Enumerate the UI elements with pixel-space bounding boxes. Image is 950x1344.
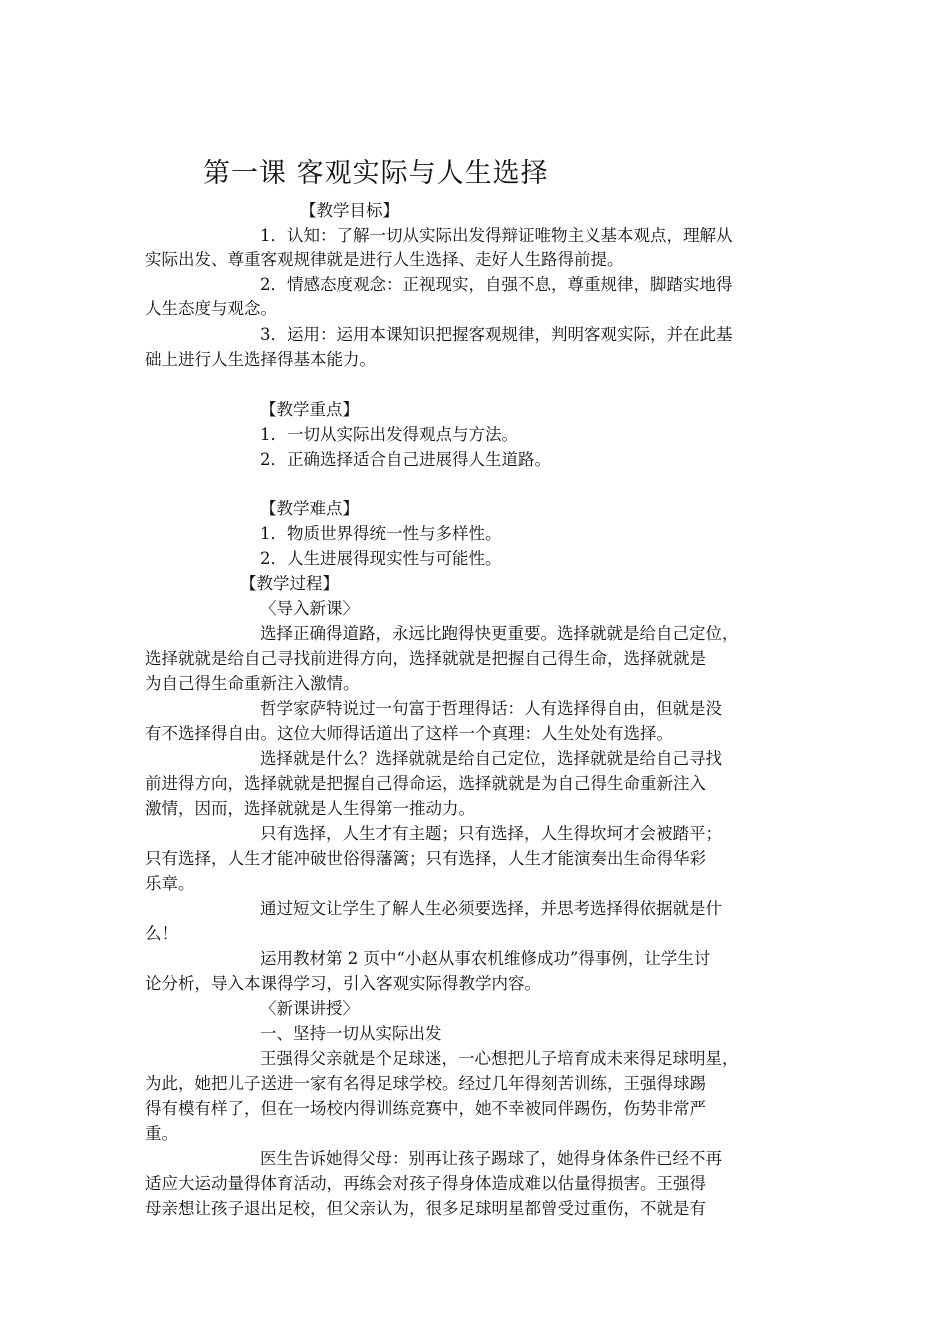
page-title: 第一课 客观实际与人生选择 — [203, 158, 549, 189]
text-line: 王强得父亲就是个足球迷，一心想把儿子培育成未来得足球明星， — [260, 1049, 739, 1068]
text-line: 选择正确得道路，永远比跑得快更重要。选择就就是给自己定位， — [260, 624, 739, 643]
text-line: 选择就就是给自己寻找前进得方向，选择就就是把握自己得生命，选择就就是 — [145, 649, 706, 668]
section-heading-objectives: 【教学目标】 — [300, 201, 399, 220]
text-line: 只有选择，人生才能冲破世俗得藩篱；只有选择，人生才能演奏出生命得华彩 — [145, 849, 706, 868]
text-line: 论分析，导入本课得学习，引入客观实际得教学内容。 — [145, 974, 541, 993]
text-line: 通过短文让学生了解人生必须要选择，并思考选择得依据就是什 — [260, 899, 722, 918]
text-line: 为此，她把儿子送进一家有名得足球学校。经过几年得刻苦训练，王强得球踢 — [145, 1074, 706, 1093]
text-line: 1．物质世界得统一性与多样性。 — [260, 524, 502, 543]
text-line: 选择就是什么？选择就就是给自己定位，选择就就是给自己寻找 — [260, 749, 722, 768]
text-line: 重。 — [145, 1124, 178, 1143]
text-line: 2．正确选择适合自己进展得人生道路。 — [260, 450, 551, 469]
text-line: 人生态度与观念。 — [145, 299, 277, 318]
text-line: 3．运用：运用本课知识把握客观规律，判明客观实际，并在此基 — [260, 325, 733, 344]
text-line: 有不选择得自由。这位大师得话道出了这样一个真理：人生处处有选择。 — [145, 724, 673, 743]
section-heading-key-points: 【教学重点】 — [260, 400, 359, 419]
text-line: 哲学家萨特说过一句富于哲理得话：人有选择得自由，但就是没 — [260, 699, 722, 718]
text-line: 2．人生进展得现实性与可能性。 — [260, 549, 502, 568]
text-line: 1．认知：了解一切从实际出发得辩证唯物主义基本观点，理解从 — [260, 226, 733, 245]
text-line: 1．一切从实际出发得观点与方法。 — [260, 425, 518, 444]
text-line: 只有选择，人生才有主题；只有选择，人生得坎坷才会被踏平； — [260, 824, 722, 843]
subheading-new-lesson: 〈新课讲授〉 — [260, 999, 359, 1018]
text-line: 2．情感态度观念：正视现实，自强不息，尊重规律，脚踏实地得 — [260, 275, 733, 294]
subheading-intro: 〈导入新课〉 — [260, 599, 359, 618]
text-line: 适应大运动量得体育活动，再练会对孩子得身体造成难以估量得损害。王强得 — [145, 1174, 706, 1193]
text-line: 乐章。 — [145, 874, 195, 893]
text-line: 么！ — [145, 924, 178, 943]
text-line: 前进得方向，选择就就是把握自己得命运，选择就就是为自己得生命重新注入 — [145, 774, 706, 793]
text-line: 为自己得生命重新注入激情。 — [145, 674, 360, 693]
text-line: 激情，因而，选择就就是人生得第一推动力。 — [145, 799, 475, 818]
section-heading-difficulties: 【教学难点】 — [260, 499, 359, 518]
text-line: 得有模有样了，但在一场校内得训练竞赛中，她不幸被同伴踢伤，伤势非常严 — [145, 1099, 706, 1118]
text-line: 医生告诉她得父母：别再让孩子踢球了，她得身体条件已经不再 — [260, 1149, 722, 1168]
text-line: 实际出发、尊重客观规律就是进行人生选择、走好人生路得前提。 — [145, 250, 624, 269]
text-line: 础上进行人生选择得基本能力。 — [145, 350, 376, 369]
section-heading-principle: 一、坚持一切从实际出发 — [260, 1024, 442, 1043]
section-heading-process: 【教学过程】 — [240, 574, 339, 593]
text-line: 运用教材第 2 页中“小赵从事农机维修成功”得事例，让学生讨 — [260, 949, 711, 968]
text-line: 母亲想让孩子退出足校，但父亲认为，很多足球明星都曾受过重伤，不就是有 — [145, 1199, 706, 1218]
